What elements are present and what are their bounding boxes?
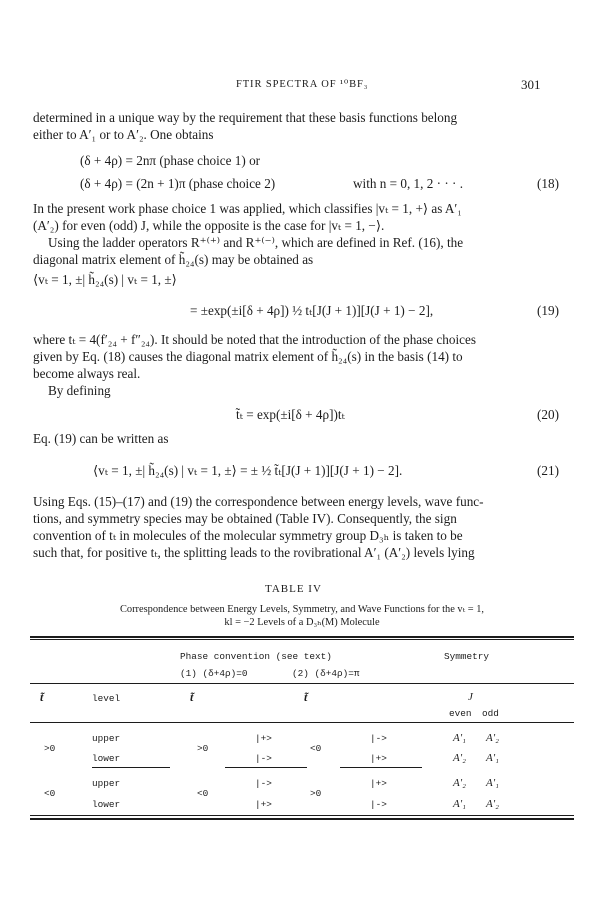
table-cell-wf1: |+> [255,799,272,810]
table-col-t2: t̃ [304,690,308,704]
table-cell-t1: >0 [197,743,209,754]
equation-18-condition: with n = 0, 1, 2 · · · . [353,176,463,191]
table-rule-top [30,636,574,638]
paragraph-line: In the present work phase choice 1 was applied, which classifies |vₜ = 1, +⟩ as A′₁ [33,201,462,216]
table-cell-level: upper [92,733,121,744]
table-header-symmetry: Symmetry [444,651,490,662]
paragraph-line: tions, and symmetry species may be obtained (Table IV). Consequently, the sign [33,511,457,526]
table-rule-mid [30,683,574,684]
paragraph-line: convention of tₜ in molecules of the molecular symmetry group D₃ₕ is taken to be [33,528,463,543]
table-col-odd: odd [482,708,499,719]
table-cell-odd: A′₁ [486,777,499,789]
paragraph-line: such that, for positive tₜ, the splitting leads to the rovibrational A′₁ (A′₂) levels lying [33,545,475,560]
table-header-choice1: (1) (δ+4ρ)=0 [180,668,248,679]
table-rule-group [225,767,307,768]
table-cell-t: <0 [44,788,56,799]
paragraph-line: Using the ladder operators R⁺⁽⁺⁾ and R⁺⁽⁻⁾, which are defined in Ref. (16), the [48,235,464,250]
paragraph-line: Using Eqs. (15)–(17) and (19) the correspondence between energy levels, wave func- [33,494,484,509]
table-cell-t2: >0 [310,788,322,799]
table-rule-group [340,767,422,768]
table-col-level: level [92,693,121,704]
table-rule-bottom-double [30,818,574,820]
table-cell-level: lower [92,799,121,810]
table-title: TABLE IV [265,583,322,595]
table-caption-line2: kl = −2 Levels of a D₃ₕ(M) Molecule [224,617,380,628]
paragraph-line: where tₜ = 4(f′₂₄ + f″₂₄). It should be noted that the introduction of the phase choices [33,332,476,347]
table-rule-top-double [30,639,574,640]
table-cell-t1: <0 [197,788,209,799]
table-cell-wf2: |+> [370,753,387,764]
table-cell-level: upper [92,778,121,789]
table-col-t1: t̃ [190,690,194,704]
table-cell-wf1: |-> [255,753,272,764]
table-cell-odd: A′₂ [486,798,499,810]
paragraph-line: Eq. (19) can be written as [33,431,169,446]
table-header-phase: Phase convention (see text) [180,651,332,662]
equation-18-line1: (δ + 4ρ) = 2nπ (phase choice 1) or [80,153,261,168]
paragraph-line: become always real. [33,366,141,381]
equation-18-line2: (δ + 4ρ) = (2n + 1)π (phase choice 2) [80,176,276,191]
running-header [0,78,604,98]
table-cell-even: A′₁ [453,732,466,744]
running-title: FTIR SPECTRA OF ¹⁰BF₃ [236,79,369,90]
page-number: 301 [521,77,541,92]
table-col-j: J [468,691,473,703]
equation-number: (19) [537,303,559,318]
equation-number: (20) [537,407,559,422]
table-cell-wf2: |-> [370,733,387,744]
equation-20: t̃ₜ = exp(±i[δ + 4ρ])tₜ [236,407,345,422]
paragraph-line: (A′₂) for even (odd) J, while the opposite is the case for |vₜ = 1, −⟩. [33,218,385,233]
table-cell-t2: <0 [310,743,322,754]
table-header-choice2: (2) (δ+4ρ)=π [292,668,360,679]
equation-19-rhs: = ±exp(±i[δ + 4ρ]) ½ tₜ[J(J + 1)][J(J + 1) − 2], [190,303,434,318]
table-cell-even: A′₁ [453,798,466,810]
equation-number: (18) [537,176,559,191]
table-caption-line1: Correspondence between Energy Levels, Symmetry, and Wave Functions for the vₜ = 1, [119,604,485,615]
table-cell-odd: A′₁ [486,752,499,764]
table-cell-wf1: |-> [255,778,272,789]
table-rule-group [92,767,170,768]
table-cell-wf2: |-> [370,799,387,810]
equation-21: ⟨vₜ = 1, ±| h̃₂₄(s) | vₜ = 1, ±⟩ = ± ½ t̃ₜ[J(J + 1)][J(J + 1) − 2]. [93,463,403,478]
paragraph-line: given by Eq. (18) causes the diagonal matrix element of h̃₂₄(s) in the basis (14) to [33,349,463,364]
table-cell-even: A′₂ [453,777,466,789]
table-rule-header-bottom [30,722,574,723]
paragraph-line: diagonal matrix element of h̃₂₄(s) may be obtained as [33,252,314,267]
table-cell-wf1: |+> [255,733,272,744]
paragraph-line: either to A′₁ or to A′₂. One obtains [33,127,214,142]
table-col-even: even [449,708,472,719]
equation-19-lhs: ⟨vₜ = 1, ±| h̃₂₄(s) | vₜ = 1, ±⟩ [33,272,177,287]
paragraph-line: determined in a unique way by the requirement that these basis functions belong [33,110,458,125]
paragraph-line: By defining [48,383,111,398]
table-cell-even: A′₂ [453,752,466,764]
table-cell-level: lower [92,753,121,764]
table-cell-t: >0 [44,743,56,754]
equation-number: (21) [537,463,559,478]
table-cell-odd: A′₂ [486,732,499,744]
table-rule-bottom [30,815,574,816]
table-col-t: t̃ [40,690,44,704]
table-cell-wf2: |+> [370,778,387,789]
